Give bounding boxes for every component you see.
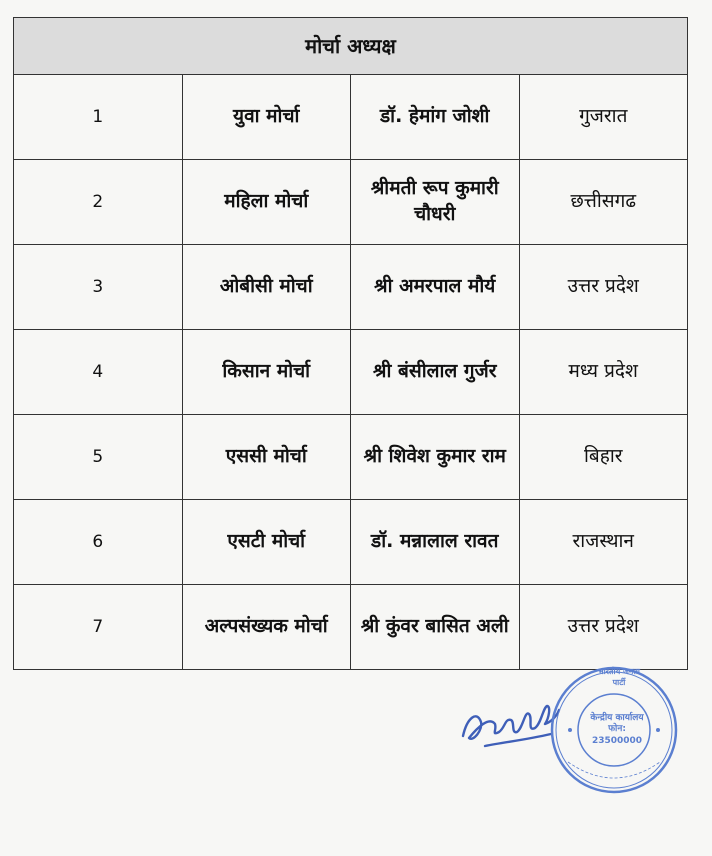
state-name: उत्तर प्रदेश [519, 585, 688, 670]
row-number: 7 [14, 585, 183, 670]
row-number: 1 [14, 75, 183, 160]
state-name: मध्य प्रदेश [519, 330, 688, 415]
morcha-name: एसटी मोर्चा [182, 500, 351, 585]
row-number: 2 [14, 160, 183, 245]
table-row [14, 75, 688, 160]
president-name: डॉ. मन्नालाल रावत [351, 500, 520, 585]
morcha-name: युवा मोर्चा [182, 75, 351, 160]
table-row [14, 245, 688, 330]
stamp-office-text [582, 713, 652, 747]
table-header: मोर्चा अध्यक्ष [14, 18, 688, 75]
president-name: श्री कुंवर बासित अली [351, 585, 520, 670]
state-name: बिहार [519, 415, 688, 500]
row-number: 5 [14, 415, 183, 500]
row-number: 4 [14, 330, 183, 415]
row-number: 6 [14, 500, 183, 585]
president-name: डॉ. हेमांग जोशी [351, 75, 520, 160]
table-row [14, 160, 688, 245]
table-header-row [14, 18, 688, 75]
morcha-name: एससी मोर्चा [182, 415, 351, 500]
president-name: श्री शिवेश कुमार राम [351, 415, 520, 500]
stamp-phone: फोन: 23500000 [591, 724, 643, 746]
morcha-name: महिला मोर्चा [182, 160, 351, 245]
state-name: छत्तीसगढ [519, 160, 688, 245]
stamp-office: केन्द्रीय कार्यालय [590, 713, 644, 723]
state-name: गुजरात [519, 75, 688, 160]
morcha-name: ओबीसी मोर्चा [182, 245, 351, 330]
stamp-party-name: भारतीय जनता पार्टी [597, 667, 641, 687]
president-name: श्री अमरपाल मौर्य [351, 245, 520, 330]
morcha-name: किसान मोर्चा [182, 330, 351, 415]
morcha-name: अल्पसंख्यक मोर्चा [182, 585, 351, 670]
state-name: उत्तर प्रदेश [519, 245, 688, 330]
president-name: श्री बंसीलाल गुर्जर [351, 330, 520, 415]
table-row [14, 415, 688, 500]
president-name: श्रीमती रूप कुमारी चौधरी [351, 160, 520, 245]
state-name: राजस्थान [519, 500, 688, 585]
row-number: 3 [14, 245, 183, 330]
table-row [14, 585, 688, 670]
table-row [14, 330, 688, 415]
morcha-president-table [13, 17, 688, 670]
table-row [14, 500, 688, 585]
